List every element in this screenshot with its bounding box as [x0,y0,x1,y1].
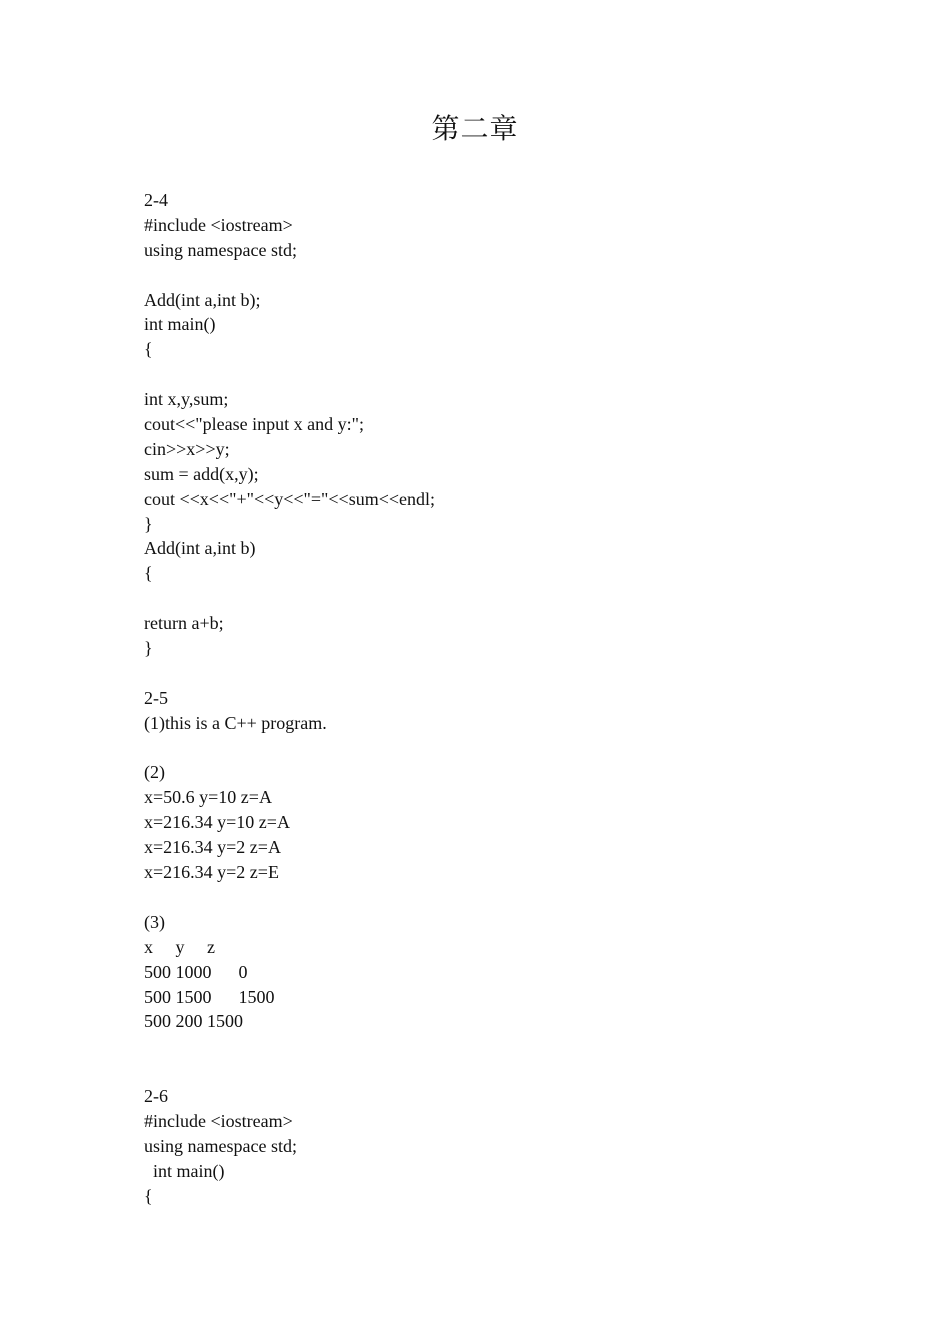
text-line: using namespace std; [144,1135,297,1156]
text-line: 500 200 1500 [144,1011,243,1032]
text-line: { [144,1185,153,1206]
text-line: { [144,563,153,584]
blank-line [144,586,844,611]
text-line: } [144,513,153,534]
text-line: (3) [144,911,165,932]
text-line: cin>>x>>y; [144,438,230,459]
text-line: 2-4 [144,190,168,210]
text-line: x y z [144,936,215,957]
text-line: 2-6 [144,1086,168,1107]
text-line: 500 1000 0 [144,961,248,982]
text-line: x=216.34 y=2 z=E [144,862,279,883]
text-line: int x,y,sum; [144,389,229,410]
text-line: } [144,638,153,659]
text-line: cout <<x<<"+"<<y<<"="<<sum<<endl; [144,488,435,509]
text-line: (2) [144,762,165,783]
blank-line [144,1059,844,1084]
text-line: int main() [144,1160,225,1181]
blank-line [144,736,844,761]
text-line: Add(int a,int b); [144,289,261,310]
text-line: sum = add(x,y); [144,463,259,484]
document-body [144,188,844,1209]
text-line: x=50.6 y=10 z=A [144,787,272,808]
text-line: (1)this is a C++ program. [144,712,327,733]
text-line: #include <iostream> [144,214,293,235]
chapter-title: 第二章 [431,114,519,145]
text-line: int main() [144,314,216,335]
text-line: 500 1500 1500 [144,986,275,1007]
text-line: using namespace std; [144,239,297,260]
text-line: { [144,339,153,360]
text-line: cout<<"please input x and y:"; [144,414,364,435]
text-line: Add(int a,int b) [144,538,256,559]
blank-line [144,885,844,910]
blank-line [144,1034,844,1059]
text-line: return a+b; [144,613,224,634]
text-line: x=216.34 y=10 z=A [144,812,290,833]
text-line: x=216.34 y=2 z=A [144,837,281,858]
blank-line [144,362,844,387]
blank-line [144,263,844,288]
text-line: 2-5 [144,687,168,708]
blank-line [144,661,844,686]
text-line: #include <iostream> [144,1110,293,1131]
